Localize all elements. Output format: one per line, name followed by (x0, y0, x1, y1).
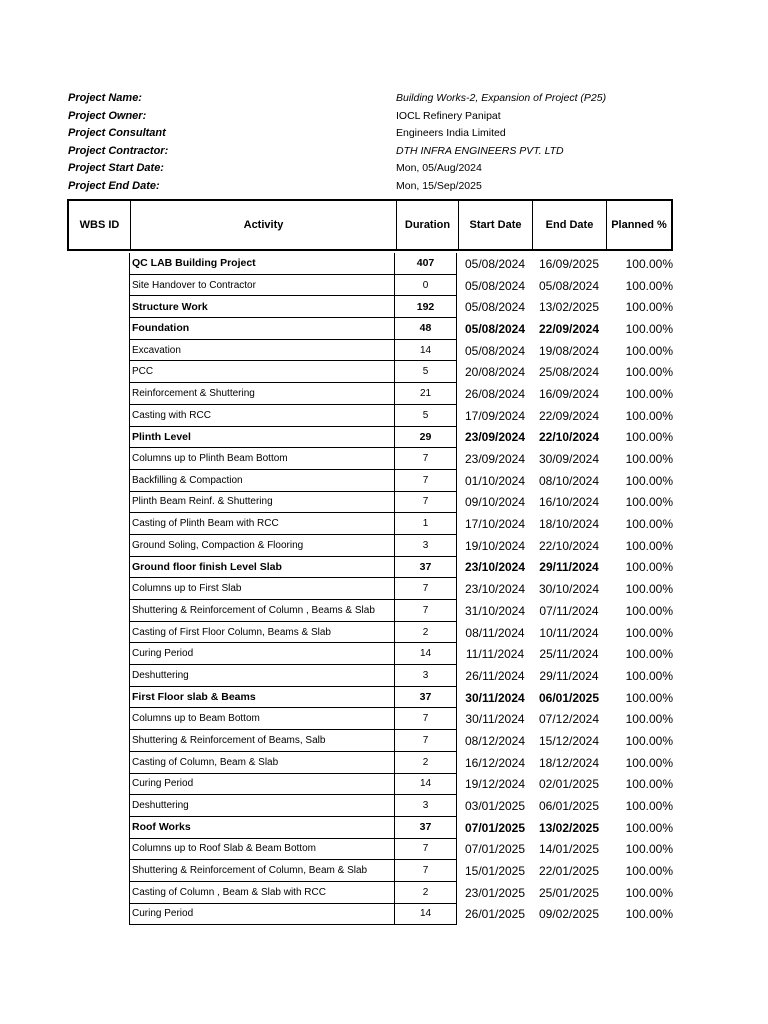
planned-percent-cell: 100.00% (625, 625, 673, 640)
table-row (0, 361, 768, 383)
table-row (0, 318, 768, 340)
duration-cell: 14 (395, 904, 457, 926)
start-date-cell: 26/08/2024 (464, 386, 526, 401)
end-date-cell: 06/01/2025 (538, 690, 600, 705)
table-row (0, 665, 768, 687)
planned-percent-cell: 100.00% (625, 386, 673, 401)
planned-percent-cell: 100.00% (625, 408, 673, 423)
planned-percent-cell: 100.00% (625, 278, 673, 293)
start-date-cell: 30/11/2024 (465, 690, 525, 705)
planned-percent-cell: 100.00% (625, 517, 673, 532)
activity-cell: Casting of First Floor Column, Beams & Slab (129, 622, 395, 644)
planned-percent-cell: 100.00% (625, 365, 673, 380)
end-date-cell: 25/01/2025 (538, 885, 600, 900)
table-row (0, 470, 768, 492)
duration-cell: 14 (395, 774, 457, 796)
duration-cell: 7 (395, 839, 457, 861)
start-date-cell: 08/12/2024 (464, 733, 526, 748)
end-date-cell: 29/11/2024 (539, 560, 599, 575)
table-row (0, 600, 768, 622)
header-activity: Activity (131, 201, 397, 249)
start-date-cell: 09/10/2024 (464, 495, 526, 510)
duration-cell: 2 (395, 622, 457, 644)
activity-cell: First Floor slab & Beams (129, 687, 395, 709)
end-date-cell: 07/12/2024 (538, 712, 600, 727)
activity-cell: Roof Works (129, 817, 395, 839)
duration-cell: 21 (395, 383, 457, 405)
planned-percent-cell: 100.00% (625, 343, 673, 358)
activity-cell: Backfilling & Compaction (129, 470, 395, 492)
start-date-cell: 26/11/2024 (465, 668, 525, 683)
duration-cell: 7 (395, 470, 457, 492)
duration-cell: 29 (395, 427, 457, 449)
activity-cell: Columns up to Plinth Beam Bottom (129, 448, 395, 470)
start-date-cell: 05/08/2024 (464, 278, 526, 293)
activity-cell: QC LAB Building Project (129, 253, 395, 275)
activity-cell: Curing Period (129, 904, 395, 926)
activity-cell: Curing Period (129, 643, 395, 665)
table-row (0, 340, 768, 362)
start-date-cell: 15/01/2025 (464, 864, 526, 879)
start-date-cell: 23/01/2025 (464, 885, 526, 900)
duration-cell: 2 (395, 752, 457, 774)
duration-cell: 7 (395, 448, 457, 470)
planned-percent-cell: 100.00% (625, 603, 673, 618)
activity-cell: Ground Soling, Compaction & Flooring (129, 535, 395, 557)
duration-cell: 37 (395, 817, 457, 839)
project-start-date-row (68, 162, 708, 180)
planned-percent-cell: 100.00% (625, 864, 673, 879)
start-date-cell: 23/10/2024 (464, 560, 526, 575)
table-row (0, 578, 768, 600)
activity-cell: Casting of Column, Beam & Slab (129, 752, 395, 774)
start-date-cell: 19/12/2024 (464, 777, 526, 792)
duration-cell: 0 (395, 275, 457, 297)
table-row (0, 427, 768, 449)
activity-cell: Ground floor finish Level Slab (129, 557, 395, 579)
activity-cell: Foundation (129, 318, 395, 340)
project-end-date-label: Project End Date: (68, 179, 160, 192)
duration-cell: 7 (395, 600, 457, 622)
project-consultant-row (68, 127, 708, 145)
duration-cell: 3 (395, 795, 457, 817)
duration-cell: 14 (395, 643, 457, 665)
start-date-cell: 05/08/2024 (464, 321, 526, 336)
planned-percent-cell: 100.00% (625, 321, 673, 336)
start-date-cell: 07/01/2025 (464, 842, 526, 857)
project-name-value: Building Works-2, Expansion of Project (P25) (396, 92, 607, 104)
table-row (0, 817, 768, 839)
table-row (0, 730, 768, 752)
end-date-cell: 06/01/2025 (538, 799, 600, 814)
project-owner-label: Project Owner: (68, 109, 147, 122)
duration-cell: 3 (395, 665, 457, 687)
activity-cell: Shuttering & Reinforcement of Column , Beams & Slab (129, 600, 395, 622)
table-row (0, 622, 768, 644)
activity-cell: Columns up to Beam Bottom (129, 708, 395, 730)
planned-percent-cell: 100.00% (625, 690, 673, 705)
planned-percent-cell: 100.00% (625, 842, 673, 857)
activity-cell: Curing Period (129, 774, 395, 796)
project-info (68, 92, 708, 197)
end-date-cell: 22/09/2024 (538, 321, 600, 336)
start-date-cell: 05/08/2024 (464, 300, 526, 315)
table-row (0, 708, 768, 730)
table-row (0, 383, 768, 405)
duration-cell: 7 (395, 708, 457, 730)
planned-percent-cell: 100.00% (625, 777, 673, 792)
project-owner-row (68, 110, 708, 128)
header-wbs-id: WBS ID (69, 201, 131, 249)
planned-percent-cell: 100.00% (625, 647, 673, 662)
table-row (0, 253, 768, 275)
table-row (0, 860, 768, 882)
start-date-cell: 19/10/2024 (464, 538, 526, 553)
end-date-cell: 29/11/2024 (539, 668, 599, 683)
planned-percent-cell: 100.00% (625, 668, 673, 683)
project-end-date-row (68, 180, 708, 198)
activity-cell: Deshuttering (129, 795, 395, 817)
start-date-cell: 23/09/2024 (464, 430, 526, 445)
activity-cell: Site Handover to Contractor (129, 275, 395, 297)
table-row (0, 795, 768, 817)
activity-cell: Casting with RCC (129, 405, 395, 427)
project-contractor-label: Project Contractor: (68, 144, 169, 157)
table-row (0, 882, 768, 904)
end-date-cell: 19/08/2024 (538, 343, 600, 358)
end-date-cell: 13/02/2025 (538, 300, 600, 315)
start-date-cell: 05/08/2024 (464, 343, 526, 358)
end-date-cell: 22/01/2025 (538, 864, 600, 879)
table-row (0, 752, 768, 774)
planned-percent-cell: 100.00% (625, 452, 673, 467)
start-date-cell: 31/10/2024 (464, 603, 526, 618)
project-contractor-value: DTH INFRA ENGINEERS PVT. LTD (396, 144, 564, 157)
activity-cell: Plinth Level (129, 427, 395, 449)
planned-percent-cell: 100.00% (625, 560, 673, 575)
end-date-cell: 25/08/2024 (538, 365, 600, 380)
header-start-date: Start Date (459, 201, 533, 249)
duration-cell: 37 (395, 557, 457, 579)
start-date-cell: 30/11/2024 (465, 712, 525, 727)
end-date-cell: 09/02/2025 (538, 907, 600, 922)
activity-cell: Excavation (129, 340, 395, 362)
duration-cell: 48 (395, 318, 457, 340)
table-header (67, 199, 673, 251)
planned-percent-cell: 100.00% (625, 799, 673, 814)
planned-percent-cell: 100.00% (625, 712, 673, 727)
duration-cell: 3 (395, 535, 457, 557)
end-date-cell: 18/10/2024 (538, 517, 600, 532)
project-start-date-label: Project Start Date: (68, 162, 164, 174)
duration-cell: 1 (395, 513, 457, 535)
planned-percent-cell: 100.00% (625, 907, 673, 922)
activity-cell: Casting of Column , Beam & Slab with RCC (129, 882, 395, 904)
planned-percent-cell: 100.00% (625, 733, 673, 748)
end-date-cell: 30/09/2024 (538, 452, 600, 467)
end-date-cell: 30/10/2024 (538, 582, 600, 597)
duration-cell: 7 (395, 860, 457, 882)
table-row (0, 405, 768, 427)
planned-percent-cell: 100.00% (625, 473, 673, 488)
project-consultant-value: Engineers India Limited (396, 127, 506, 139)
start-date-cell: 26/01/2025 (464, 907, 526, 922)
table-row (0, 513, 768, 535)
end-date-cell: 22/10/2024 (538, 538, 600, 553)
project-start-date-value: Mon, 05/Aug/2024 (396, 162, 482, 174)
end-date-cell: 08/10/2024 (538, 473, 600, 488)
project-contractor-row (68, 145, 708, 163)
duration-cell: 7 (395, 730, 457, 752)
duration-cell: 192 (395, 296, 457, 318)
table-row (0, 557, 768, 579)
start-date-cell: 11/11/2024 (465, 647, 525, 662)
planned-percent-cell: 100.00% (625, 755, 673, 770)
header-planned: Planned % (611, 219, 667, 231)
duration-cell: 7 (395, 578, 457, 600)
planned-percent-cell: 100.00% (625, 256, 673, 271)
project-name-label: Project Name: (68, 92, 142, 104)
duration-cell: 2 (395, 882, 457, 904)
end-date-cell: 02/01/2025 (538, 777, 600, 792)
project-owner-value: IOCL Refinery Panipat (396, 109, 501, 122)
table-row (0, 448, 768, 470)
start-date-cell: 03/01/2025 (464, 799, 526, 814)
end-date-cell: 18/12/2024 (538, 755, 600, 770)
activity-cell: Columns up to First Slab (129, 578, 395, 600)
activity-cell: Reinforcement & Shuttering (129, 383, 395, 405)
activity-cell: Columns up to Roof Slab & Beam Bottom (129, 839, 395, 861)
planned-percent-cell: 100.00% (625, 430, 673, 445)
planned-percent-cell: 100.00% (625, 885, 673, 900)
duration-cell: 37 (395, 687, 457, 709)
planned-percent-cell: 100.00% (625, 495, 673, 510)
planned-percent-cell: 100.00% (625, 820, 673, 835)
table-row (0, 774, 768, 796)
planned-percent-cell: 100.00% (625, 582, 673, 597)
duration-cell: 407 (395, 253, 457, 275)
project-name-row (68, 92, 708, 110)
start-date-cell: 17/10/2024 (464, 517, 526, 532)
activity-cell: Shuttering & Reinforcement of Beams, Salb (129, 730, 395, 752)
start-date-cell: 05/08/2024 (464, 256, 526, 271)
activity-cell: Shuttering & Reinforcement of Column, Beam & Slab (129, 860, 395, 882)
table-row (0, 687, 768, 709)
project-end-date-value: Mon, 15/Sep/2025 (396, 179, 482, 192)
end-date-cell: 16/09/2024 (538, 386, 600, 401)
start-date-cell: 17/09/2024 (464, 408, 526, 423)
end-date-cell: 16/09/2025 (538, 256, 600, 271)
duration-cell: 14 (395, 340, 457, 362)
end-date-cell: 07/11/2024 (539, 603, 599, 618)
planned-percent-cell: 100.00% (625, 300, 673, 315)
header-end-date: End Date (533, 201, 607, 249)
table-row (0, 643, 768, 665)
planned-percent-cell: 100.00% (625, 538, 673, 553)
end-date-cell: 16/10/2024 (538, 495, 600, 510)
end-date-cell: 05/08/2024 (538, 278, 600, 293)
end-date-cell: 22/10/2024 (538, 430, 600, 445)
duration-cell: 5 (395, 361, 457, 383)
table-row (0, 904, 768, 926)
activity-cell: PCC (129, 361, 395, 383)
project-consultant-label: Project Consultant (68, 127, 166, 139)
header-duration: Duration (397, 201, 459, 249)
start-date-cell: 01/10/2024 (464, 473, 526, 488)
end-date-cell: 15/12/2024 (538, 733, 600, 748)
start-date-cell: 16/12/2024 (464, 755, 526, 770)
table-row (0, 296, 768, 318)
table-row (0, 275, 768, 297)
table-body (0, 253, 768, 925)
table-row (0, 535, 768, 557)
start-date-cell: 07/01/2025 (464, 820, 526, 835)
table-row (0, 839, 768, 861)
start-date-cell: 23/10/2024 (464, 582, 526, 597)
end-date-cell: 22/09/2024 (538, 408, 600, 423)
end-date-cell: 14/01/2025 (538, 842, 600, 857)
end-date-cell: 10/11/2024 (539, 625, 599, 640)
duration-cell: 5 (395, 405, 457, 427)
table-row (0, 492, 768, 514)
start-date-cell: 08/11/2024 (465, 625, 525, 640)
activity-cell: Deshuttering (129, 665, 395, 687)
end-date-cell: 25/11/2024 (539, 647, 599, 662)
start-date-cell: 20/08/2024 (464, 365, 526, 380)
start-date-cell: 23/09/2024 (464, 452, 526, 467)
duration-cell: 7 (395, 492, 457, 514)
end-date-cell: 13/02/2025 (538, 820, 600, 835)
activity-cell: Casting of Plinth Beam with RCC (129, 513, 395, 535)
activity-cell: Plinth Beam Reinf. & Shuttering (129, 492, 395, 514)
activity-cell: Structure Work (129, 296, 395, 318)
